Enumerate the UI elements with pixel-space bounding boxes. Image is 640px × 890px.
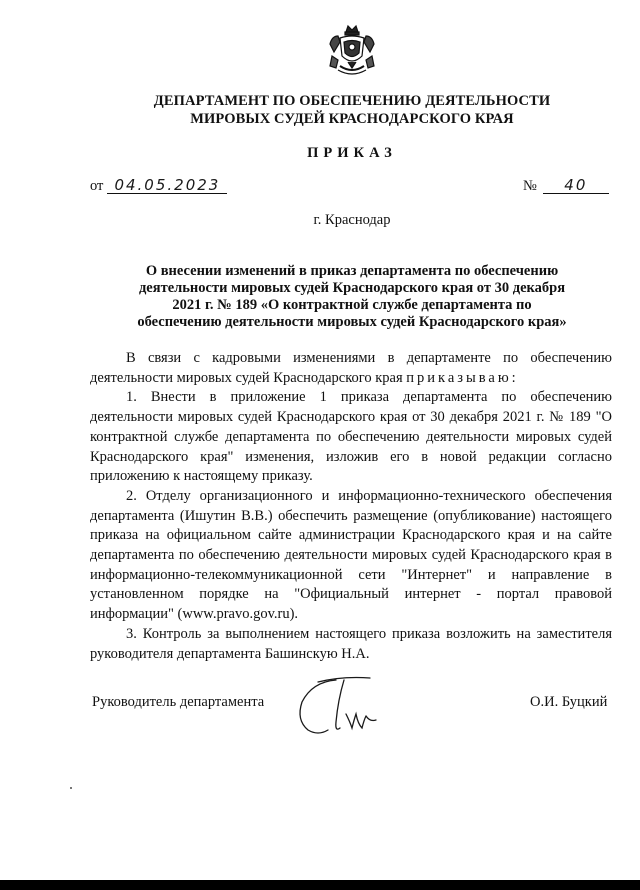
department-title-line-2: МИРОВЫХ СУДЕЙ КРАСНОДАРСКОГО КРАЯ	[190, 111, 514, 127]
item-3-paragraph: 3. Контроль за выполнением настоящего приказа возложить на заместителя руководителя департамента Башинскую Н.А.	[90, 625, 612, 662]
coat-of-arms-emblem	[326, 22, 378, 80]
signer-name: О.И. Буцкий	[530, 694, 608, 710]
department-title-line-1: ДЕПАРТАМЕНТ ПО ОБЕСПЕЧЕНИЮ ДЕЯТЕЛЬНОСТИ	[153, 93, 551, 109]
handwritten-date: 04.05.2023	[107, 177, 227, 194]
order-command-word: приказываю:	[406, 369, 519, 386]
handwritten-signature	[292, 672, 392, 742]
subject-line-4: обеспечению деятельности мировых судей Краснодарского края»	[137, 314, 567, 330]
order-heading: ПРИКАЗ	[307, 145, 397, 161]
order-subject	[112, 263, 592, 331]
preamble-paragraph	[90, 349, 612, 388]
item-1-paragraph: 1. Внести в приложение 1 приказа департамента по обеспечению деятельности мировых судей Краснодарского края от 30 декабря 2021 г. № 189 "О контрактной службе департамента по обеспечению деятельности мировых судей Краснодарского края" изменения, изложив его в новой редакции согласно приложению к настоящему приказу.	[90, 389, 612, 485]
subject-line-2: деятельности мировых судей Краснодарского края от 30 декабря	[138, 280, 566, 296]
signer-title: Руководитель департамента	[92, 694, 265, 710]
order-date-row	[90, 177, 227, 195]
date-prefix: от	[90, 178, 104, 194]
handwritten-number: 40	[543, 177, 609, 194]
order-number-row	[523, 177, 609, 195]
item-2-paragraph: 2. Отделу организационного и информационно-технического обеспечения департамента (Ишутин В.В.) обеспечить размещение (опубликование) настоящего приказа на официальном сайте администрации Краснодарского края и на сайте департамента по обеспечению деятельности мировых судей Краснодарского края в информационно-телекоммуникационной сети "Интернет" и направление в установленном порядке на "Официальный интернет - портал правовой информации" (www.pravo.gov.ru).	[90, 487, 612, 623]
order-body	[90, 349, 612, 664]
city-line: г. Краснодар	[313, 212, 391, 228]
scan-bottom-border	[0, 880, 640, 890]
scan-speck	[70, 787, 72, 789]
department-title	[0, 92, 640, 128]
number-prefix: №	[523, 178, 537, 194]
preamble-text: В связи с кадровыми изменениями в департаменте по обеспечению деятельности мировых судей Краснодарского края	[90, 350, 612, 386]
subject-line-3: 2021 г. № 189 «О контрактной службе департамента по	[172, 297, 532, 313]
subject-line-1: О внесении изменений в приказ департамента по обеспечению	[145, 263, 559, 279]
